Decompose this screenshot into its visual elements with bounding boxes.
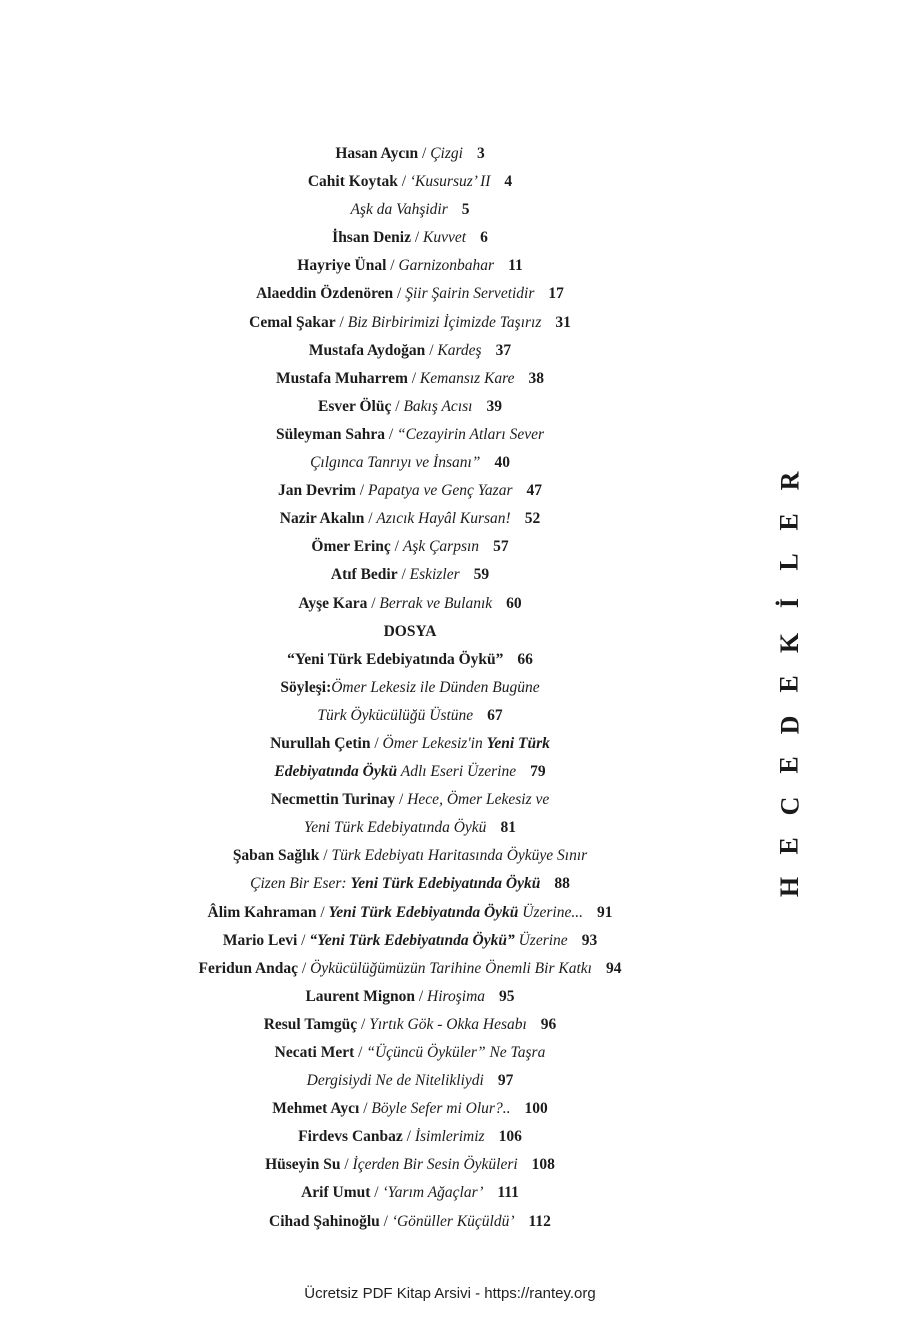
- entry-separator: /: [395, 791, 408, 809]
- entry-page-number: 4: [504, 173, 513, 191]
- entry-page-number: 97: [497, 1072, 514, 1090]
- entry-title: Ömer Lekesiz ile Dünden Bugüne: [331, 678, 540, 696]
- toc-entry: [0, 646, 820, 674]
- toc-entry: [0, 1011, 820, 1039]
- entry-title: Azıcık Hayâl Kursan!: [376, 510, 511, 528]
- side-title-hece-dekiler: [770, 468, 810, 900]
- entry-author: Ayşe Kara: [298, 594, 368, 612]
- entry-author: Ömer Erinç: [311, 538, 391, 556]
- toc-entry: [0, 561, 820, 589]
- entry-title: Papatya ve Genç Yazar: [367, 482, 513, 500]
- entry-author: Mustafa Aydoğan: [308, 341, 426, 359]
- entry-title: ‘Gönüller Küçüldü’: [391, 1212, 515, 1230]
- entry-title: İsimlerimiz: [414, 1128, 485, 1146]
- entry-title: ‘Kusursuz’ II: [409, 173, 491, 191]
- entry-title: Yeni Türk Edebiyatında Öykü: [304, 819, 487, 837]
- entry-separator: /: [370, 1184, 383, 1202]
- entry-book-title: Yeni Türk Edebiyatında Öykü: [328, 903, 519, 921]
- toc-entry: [0, 702, 820, 730]
- entry-author: Necmettin Turinay: [270, 791, 396, 809]
- entry-separator: /: [414, 987, 428, 1005]
- entry-page-number: 67: [487, 706, 503, 724]
- entry-title: Kemansız Kare: [419, 369, 515, 387]
- entry-page-number: 96: [540, 1015, 557, 1033]
- entry-title: Türk Edebiyatı Haritasında Öyküye Sınır: [331, 847, 588, 865]
- entry-separator: /: [297, 931, 310, 949]
- side-title-letter: E: [775, 756, 804, 774]
- entry-page-number: 81: [500, 819, 516, 837]
- entry-page-number: 88: [554, 875, 570, 893]
- toc-entry: [0, 899, 820, 927]
- table-of-contents: [0, 140, 820, 1236]
- entry-book-title: Yeni Türk Edebiyatında Öykü: [350, 875, 541, 893]
- entry-page-number: 40: [494, 454, 510, 472]
- entry-book-title: Edebiyatında Öykü: [274, 763, 398, 781]
- entry-book-title: Yeni Türk: [486, 734, 550, 752]
- entry-title: Böyle Sefer mi Olur?..: [371, 1100, 511, 1118]
- entry-title: Çizen Bir Eser:: [250, 875, 351, 893]
- entry-page-number: 79: [530, 763, 546, 781]
- entry-title: Kuvvet: [423, 229, 467, 247]
- entry-page-number: 11: [508, 257, 523, 275]
- entry-separator: /: [359, 1100, 372, 1118]
- toc-entry: [0, 730, 820, 758]
- entry-title: Eskizler: [409, 566, 460, 584]
- entry-separator: /: [367, 594, 380, 612]
- entry-author: Cahit Koytak: [307, 173, 398, 191]
- entry-separator: /: [384, 425, 398, 443]
- entry-author: Firdevs Canbaz: [298, 1128, 403, 1146]
- entry-separator: /: [298, 959, 311, 977]
- toc-entry: [0, 590, 820, 618]
- entry-page-number: 112: [528, 1212, 551, 1230]
- entry-title: Hiroşima: [427, 987, 486, 1005]
- entry-page-number: 66: [517, 650, 533, 668]
- entry-title: Çizgi: [430, 145, 463, 162]
- entry-page-number: 93: [581, 931, 598, 949]
- toc-entry: [0, 168, 820, 196]
- toc-entry: [0, 814, 820, 842]
- side-title-letter: İ: [775, 597, 804, 608]
- entry-author: Jan Devrim: [278, 482, 356, 500]
- entry-separator: /: [418, 145, 431, 162]
- side-title-letter: R: [775, 471, 804, 491]
- entry-book-title: “Yeni Türk Edebiyatında Öykü”: [309, 931, 515, 949]
- entry-page-number: 57: [493, 538, 509, 556]
- toc-entry: [0, 252, 820, 280]
- toc-entry: [0, 280, 820, 308]
- entry-separator: /: [391, 397, 404, 415]
- entry-author: Cemal Şakar: [249, 313, 336, 331]
- entry-author: Âlim Kahraman: [207, 903, 317, 921]
- entry-author: Atıf Bedir: [330, 566, 398, 584]
- entry-title: Ömer Lekesiz'in: [382, 734, 487, 752]
- toc-entry: [0, 365, 820, 393]
- side-title-letter: E: [775, 837, 804, 856]
- toc-entry: [0, 224, 820, 252]
- entry-page-number: 59: [473, 566, 490, 584]
- entry-title: Adlı Eseri Üzerine: [397, 763, 517, 781]
- side-title-letter: K: [774, 633, 804, 654]
- side-title-letter: E: [775, 675, 804, 693]
- side-title-letter: H: [774, 876, 804, 898]
- entry-separator: /: [410, 229, 424, 247]
- entry-page-number: 111: [497, 1184, 519, 1202]
- entry-title: Hece, Ömer Lekesiz ve: [407, 791, 550, 809]
- entry-title: Garnizonbahar: [398, 257, 495, 275]
- entry-title: Aşk da Vahşidir: [350, 201, 448, 219]
- toc-entry: [0, 955, 820, 983]
- entry-page-number: 17: [548, 285, 564, 303]
- entry-page-number: 5: [461, 201, 470, 219]
- entry-page-number: 38: [528, 369, 545, 387]
- toc-entry: [0, 618, 820, 646]
- entry-page-number: 94: [605, 959, 622, 977]
- entry-author: Laurent Mignon: [305, 987, 415, 1005]
- entry-title: Şiir Şairin Servetidir: [405, 285, 535, 303]
- toc-entry: [0, 421, 820, 449]
- entry-author: Necati Mert: [274, 1044, 355, 1061]
- toc-entry: [0, 196, 820, 224]
- entry-author: Nazir Akalın: [279, 510, 365, 528]
- entry-page-number: 108: [531, 1156, 555, 1174]
- entry-page-number: 31: [555, 313, 571, 331]
- toc-entry: [0, 786, 820, 814]
- entry-separator: /: [393, 285, 406, 303]
- entry-title: Türk Öykücülüğü Üstüne: [317, 706, 474, 724]
- toc-entry: [0, 983, 820, 1011]
- toc-entry: [0, 1067, 820, 1095]
- entry-title: “Cezayirin Atları Sever: [397, 425, 544, 443]
- toc-entry: [0, 449, 820, 477]
- entry-author: Nurullah Çetin: [270, 734, 371, 752]
- entry-title: Üzerine...: [518, 903, 583, 921]
- entry-title: Berrak ve Bulanık: [379, 594, 493, 612]
- toc-entry: [0, 533, 820, 561]
- dosya-title: “Yeni Türk Edebiyatında Öykü”: [287, 650, 504, 668]
- entry-author: Hüseyin Su: [265, 1156, 341, 1174]
- entry-separator: /: [354, 1044, 367, 1061]
- toc-entry: [0, 505, 820, 533]
- entry-author: İhsan Deniz: [332, 229, 411, 247]
- entry-title: Kardeş: [437, 341, 482, 359]
- entry-separator: /: [316, 903, 329, 921]
- entry-title: İçerden Bir Sesin Öyküleri: [352, 1156, 518, 1174]
- entry-separator: /: [319, 847, 332, 865]
- entry-author: Şaban Sağlık: [232, 847, 320, 865]
- entry-author: Mustafa Muharrem: [275, 369, 408, 387]
- entry-separator: /: [402, 1128, 415, 1146]
- toc-entry: [0, 1208, 820, 1236]
- entry-separator: /: [340, 1156, 353, 1174]
- entry-author: Süleyman Sahra: [276, 425, 385, 443]
- toc-entry: [0, 337, 820, 365]
- entry-title: ‘Yarım Ağaçlar’: [382, 1184, 484, 1202]
- entry-title: Bakış Acısı: [403, 397, 473, 415]
- toc-entry: [0, 1039, 820, 1067]
- entry-separator: /: [379, 1212, 392, 1230]
- entry-separator: /: [397, 173, 410, 191]
- entry-title: Üzerine: [514, 931, 568, 949]
- entry-page-number: 52: [524, 510, 541, 528]
- entry-separator: /: [355, 482, 368, 500]
- entry-author: Hayriye Ünal: [297, 257, 387, 275]
- side-title-letter: D: [775, 715, 804, 734]
- entry-page-number: 91: [596, 903, 613, 921]
- toc-entry: [0, 758, 820, 786]
- entry-author: Mario Levi: [222, 931, 298, 949]
- entry-separator: /: [397, 566, 410, 584]
- side-title-letter: L: [775, 553, 804, 571]
- toc-entry: [0, 309, 820, 337]
- entry-separator: /: [407, 369, 420, 387]
- entry-author: Esver Ölüç: [318, 397, 392, 415]
- entry-page-number: 3: [476, 145, 485, 162]
- entry-title: Dergisiydi Ne de Nitelikliydi: [306, 1072, 484, 1090]
- entry-title: Çılgınca Tanrıyı ve İnsanı”: [310, 454, 481, 472]
- entry-page-number: 6: [480, 229, 488, 247]
- footer-text: Ücretsiz PDF Kitap Arsivi - https://rantey.org: [304, 1285, 596, 1302]
- entry-author: Alaeddin Özdenören: [256, 285, 394, 303]
- entry-page-number: 100: [524, 1100, 548, 1118]
- entry-author: Cihad Şahinoğlu: [269, 1212, 380, 1230]
- entry-title: Öykücülüğümüzün Tarihine Önemli Bir Katkı: [310, 959, 592, 977]
- entry-author: Feridun Andaç: [198, 959, 299, 977]
- entry-separator: /: [390, 538, 403, 556]
- entry-title: “Üçüncü Öyküler” Ne Taşra: [366, 1044, 546, 1061]
- toc-entry: [0, 393, 820, 421]
- entry-separator: /: [335, 313, 348, 331]
- entry-page-number: 37: [495, 341, 512, 359]
- entry-title: Yırtık Gök - Okka Hesabı: [369, 1015, 527, 1033]
- entry-separator: /: [370, 734, 383, 752]
- toc-entry: [0, 1095, 820, 1123]
- side-title-letter: E: [775, 512, 804, 531]
- entry-author: Resul Tamgüç: [263, 1015, 358, 1033]
- entry-separator: /: [364, 510, 377, 528]
- toc-entry: [0, 870, 820, 898]
- entry-author: Mehmet Aycı: [272, 1100, 360, 1118]
- toc-entry: [0, 1151, 820, 1179]
- entry-label: Söyleşi:: [280, 678, 332, 696]
- toc-entry: [0, 674, 820, 702]
- toc-entry: [0, 927, 820, 955]
- entry-page-number: 47: [526, 482, 542, 500]
- entry-separator: /: [386, 257, 399, 275]
- entry-author: Hasan Aycın: [335, 145, 419, 162]
- entry-page-number: 106: [498, 1128, 522, 1146]
- entry-author: Arif Umut: [301, 1184, 371, 1202]
- entry-separator: /: [357, 1015, 370, 1033]
- entry-separator: /: [425, 341, 438, 359]
- entry-title: Biz Birbirimizi İçimizde Taşırız: [347, 313, 542, 331]
- section-heading-dosya: DOSYA: [383, 622, 437, 640]
- toc-entry: [0, 842, 820, 870]
- entry-page-number: 60: [506, 594, 522, 612]
- entry-title: Aşk Çarpsın: [402, 538, 480, 556]
- toc-entry: [0, 140, 820, 168]
- side-title-letter: C: [775, 796, 804, 816]
- entry-page-number: 95: [499, 987, 515, 1005]
- toc-entry: [0, 1123, 820, 1151]
- entry-page-number: 39: [486, 397, 502, 415]
- toc-entry: [0, 1179, 820, 1207]
- toc-entry: [0, 477, 820, 505]
